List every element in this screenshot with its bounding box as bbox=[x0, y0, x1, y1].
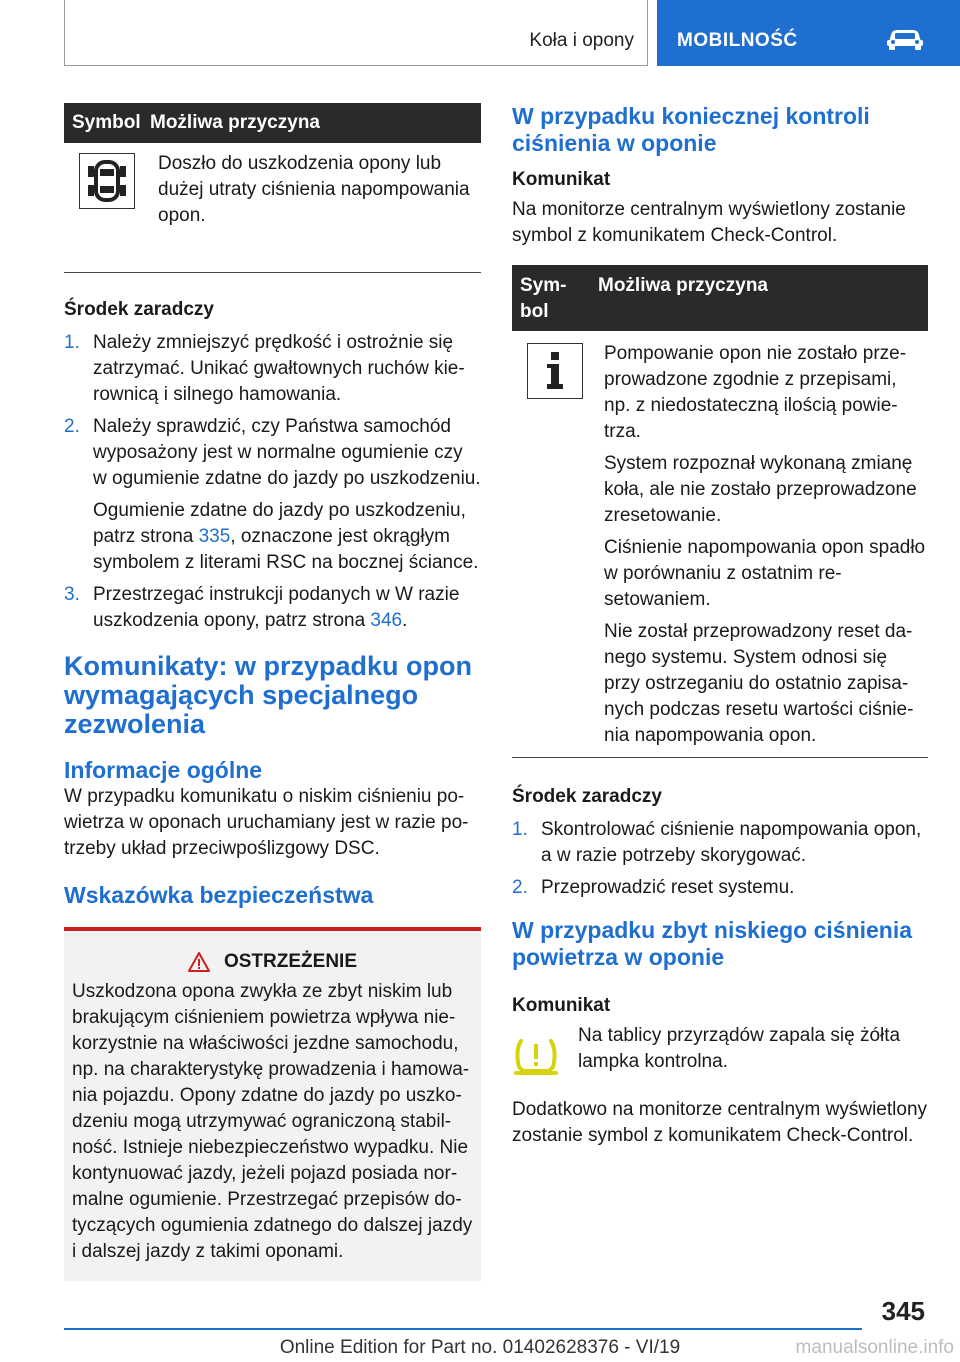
list-item bbox=[64, 582, 481, 634]
message-label: Komunikat bbox=[512, 169, 611, 190]
remedy-heading: Środek zaradczy bbox=[64, 299, 214, 320]
message-label: Komunikat bbox=[512, 995, 611, 1016]
indicator-text: Na tablicy przyrządów zapala się żółta lampka kontrolna. bbox=[578, 1025, 901, 1072]
page-link[interactable]: 346 bbox=[370, 610, 403, 631]
col-cause-header: Możliwa przyczyna bbox=[598, 275, 768, 296]
message-text: Na monitorze centralnym wyświetlony zostanie symbol z komunikatem Check-Control. bbox=[512, 199, 906, 246]
tire-damage-icon bbox=[79, 153, 135, 209]
tire-pressure-warning-icon bbox=[512, 1037, 560, 1077]
cause-item: Nie został przeprowadzony reset danego systemu. System odnosi się przy ostrzeganiu do ostatnio zapisanych podczas resetu wartości ciśnienia napompowania opon. bbox=[604, 621, 914, 746]
step-extra bbox=[93, 498, 481, 576]
chapter-tab-label: MOBILNOŚĆ bbox=[677, 30, 798, 51]
step-number: 1. bbox=[512, 819, 528, 840]
footer-edition: Online Edition for Part no. 01402628376 - VI/19 bbox=[279, 1337, 681, 1358]
table-row bbox=[64, 143, 481, 273]
symbol-table bbox=[64, 103, 481, 273]
remedy-steps bbox=[512, 817, 928, 901]
list-item bbox=[512, 817, 928, 869]
car-icon bbox=[885, 26, 925, 50]
remedy-steps bbox=[64, 330, 481, 634]
safety-heading: Wskazówka bezpieczeństwa bbox=[64, 882, 374, 908]
list-item bbox=[64, 414, 481, 576]
right-column bbox=[512, 103, 928, 1149]
step-number: 2. bbox=[64, 416, 80, 437]
cause-item: Pompowanie opon nie zostało przeprowadzone zgodnie z przepisami, np. z niedostateczną ilością powietrza. bbox=[604, 343, 907, 442]
cause-text: Doszło do uszkodzenia opony lub dużej utraty ciśnienia napompowania opon. bbox=[158, 153, 470, 226]
step-text: Należy zmniejszyć prędkość i ostrożnie się zatrzymać. Unikać gwałtownych ruchów kierownicą i silnego hamowania. bbox=[93, 332, 465, 405]
warning-text: Uszkodzona opona zwykła ze zbyt niskim lub brakującym ciśnieniem powietrza wpływa niekorzystnie na właściwości jezdne samochodu, np. na charakterystykę prowadzenia i hamowania pojazdu. Opony zdatne do jazdy po uszkodzeniu mogą utrzymywać ograniczoną stabilność. Istnieje niebezpieczeństwo wypadku. Nie kontynuować jazdy, jeżeli pojazd posiada normalne ogumienie. Przestrzegać przepisów dotyczących ogumienia zdatnego do dalszej jazdy i dalszej jazdy z takimi oponami. bbox=[72, 981, 473, 1262]
cause-item: Ciśnienie napompowania opon spadło w porównaniu z ostatnim resetowaniem. bbox=[604, 537, 926, 610]
indicator-row bbox=[512, 1023, 928, 1085]
list-item bbox=[64, 330, 481, 408]
warning-box bbox=[64, 927, 481, 1281]
info-icon bbox=[527, 343, 583, 399]
remedy-heading: Środek zaradczy bbox=[512, 786, 662, 807]
step-text: Przestrzegać instrukcji podanych w W razie uszkodzenia opony, patrz strona bbox=[93, 584, 460, 631]
step-number: 1. bbox=[64, 332, 80, 353]
warning-title-text: OSTRZEŻENIE bbox=[223, 951, 357, 972]
page-number: 345 bbox=[881, 1296, 925, 1326]
col-symbol-header: Symbol bbox=[520, 275, 567, 322]
col-symbol-header: Symbol bbox=[72, 112, 141, 133]
left-column bbox=[64, 103, 481, 1281]
warning-title bbox=[72, 949, 473, 975]
list-item bbox=[512, 875, 928, 901]
page-link[interactable]: 335 bbox=[198, 526, 231, 547]
step-text: . bbox=[402, 610, 408, 631]
step-text: Przeprowadzić reset systemu. bbox=[541, 877, 795, 898]
table-header bbox=[64, 103, 481, 143]
step-number: 3. bbox=[64, 584, 80, 605]
cause-list bbox=[598, 341, 928, 755]
table-header bbox=[512, 265, 928, 331]
general-info-heading: Informacje ogólne bbox=[64, 757, 263, 783]
step-extra-text: Ogumienie zdatne do jazdy po uszkodzeniu, patrz strona bbox=[93, 500, 466, 547]
chapter-tab[interactable] bbox=[657, 0, 960, 66]
step-number: 2. bbox=[512, 877, 528, 898]
cause-item: System rozpoznał wykonaną zmianę koła, ale nie zostało przeprowadzone zresetowanie. bbox=[604, 453, 917, 526]
step-extra-text: , oznaczone jest okrągłym symbolem z literami RSC na bocznej ściance. bbox=[93, 526, 479, 573]
low-pressure-heading: W przypadku zbyt niskiego ciśnienia powietrza w oponie bbox=[512, 917, 913, 970]
general-info-text: W przypadku komunikatu o niskim ciśnieniu powietrza w oponach uruchamiany jest w razie potrzeby układ przeciwpoślizgowy DSC. bbox=[64, 786, 469, 859]
step-text: Skontrolować ciśnienie napompowania opon, a w razie potrzeby skorygować. bbox=[541, 819, 922, 866]
warning-triangle-icon bbox=[188, 952, 210, 972]
additional-text: Dodatkowo na monitorze centralnym wyświetlony zostanie symbol z komunikatem Check-Control. bbox=[512, 1099, 928, 1146]
section-title: Komunikaty: w przypadku opon wymagających specjalnego zezwolenia bbox=[64, 651, 473, 739]
header-section-title: Koła i opony bbox=[529, 30, 634, 51]
footer-watermark: manualsonline.info bbox=[795, 1337, 954, 1358]
symbol-table bbox=[512, 265, 928, 758]
footer-divider bbox=[64, 1328, 862, 1330]
step-text: Należy sprawdzić, czy Państwa samochód wyposażony jest w normalne ogumienie czy w ogumienie zdatne do jazdy po uszkodzeniu. bbox=[93, 416, 481, 489]
pressure-check-heading: W przypadku koniecznej kontroli ciśnienia w oponie bbox=[512, 103, 870, 156]
col-cause-header: Możliwa przyczyna bbox=[150, 112, 320, 133]
table-row bbox=[512, 331, 928, 758]
